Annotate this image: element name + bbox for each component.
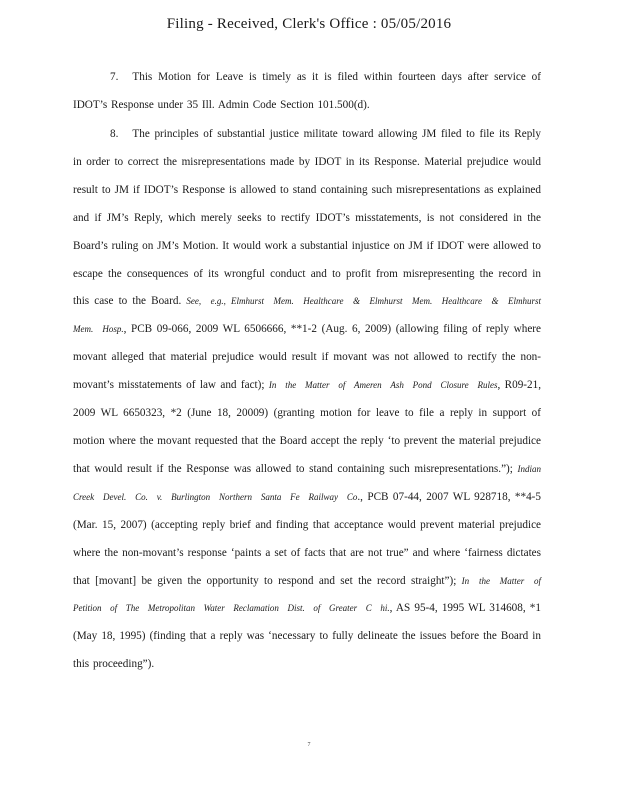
citation-elmhurst: Elmhurst Mem. Healthcare & Elmhurst Mem. Healthcare & Elmhurst Mem. Hosp. [73,296,542,335]
citation-ameren: In the Matter of Ameren Ash Pond Closure Rules [268,380,498,391]
citation-mwrd: In the Matter of Petition of The Metropolitan Water Reclamation Dist. of Greater C hi. [73,575,542,614]
paragraph-8-text-3: , R09-21, 2009 WL 6650323, *2 (June 18, 20009) (granting motion for leave to file a reply in support of motion where the movant requested that the Board accept the reply ‘to prevent the material prejudice that would result if the Response was allowed to stand containing such misrepresentations.”); [73,379,541,475]
paragraph-8 [73,121,541,679]
citation-indian-creek: Indian Creek Devel. Co. v. Burlington Northern Santa Fe Railway Co [73,463,542,502]
filing-header: Filing - Received, Clerk's Office : 05/05/2016 [166,16,452,32]
paragraph-8-text-2: , PCB 09-066, 2009 WL 6506666, **1-2 (Aug. 6, 2009) (allowing filing of reply where movant alleged that material prejudice would result if movant was not allowed to rectify the non-movant’s misstatements of law and fact); [73,323,541,392]
paragraph-8-text-4: ., PCB 07-44, 2007 WL 928718, **4-5 (Mar. 15, 2007) (accepting reply brief and finding that acceptance would prevent material prejudice where the non-movant’s response ‘paints a set of facts that are not true” and where ‘fairness dictates that [movant] be given the opportunity to respond and set the record straight”); [73,490,542,587]
paragraph-7-number: 7. [110,71,119,83]
paragraph-7 [73,64,541,120]
paragraph-8-text-5: , AS 95-4, 1995 WL 314608, *1 (May 18, 1995) (finding that a reply was ‘necessary to fully delineate the issues before the Board in this proceeding”). [73,602,541,671]
paragraph-7-text: This Motion for Leave is timely as it is filed within fourteen days after service of IDOT’s Response under 35 Ill. Admin Code Section 101.500(d). [73,71,541,111]
paragraph-8-number: 8. [110,128,119,140]
paragraph-8-text-1: The principles of substantial justice militate toward allowing JM filed to file its Reply in order to correct the misrepresentations made by IDOT in its Response. Material prejudice would result to JM if IDOT’s Response is allowed to stand containing such misrepresentations as explained and if JM’s Reply, which merely seeks to rectify IDOT’s misstatements, is not considered in the Board’s ruling on JM’s Motion. It would work a substantial injustice on JM if IDOT were allowed to escape the consequences of its wrongful conduct and to profit from misrepresenting the record in this case to the Board. [73,128,541,308]
see-signal: See, e.g., [186,296,226,307]
page-number: 7 [307,742,311,748]
